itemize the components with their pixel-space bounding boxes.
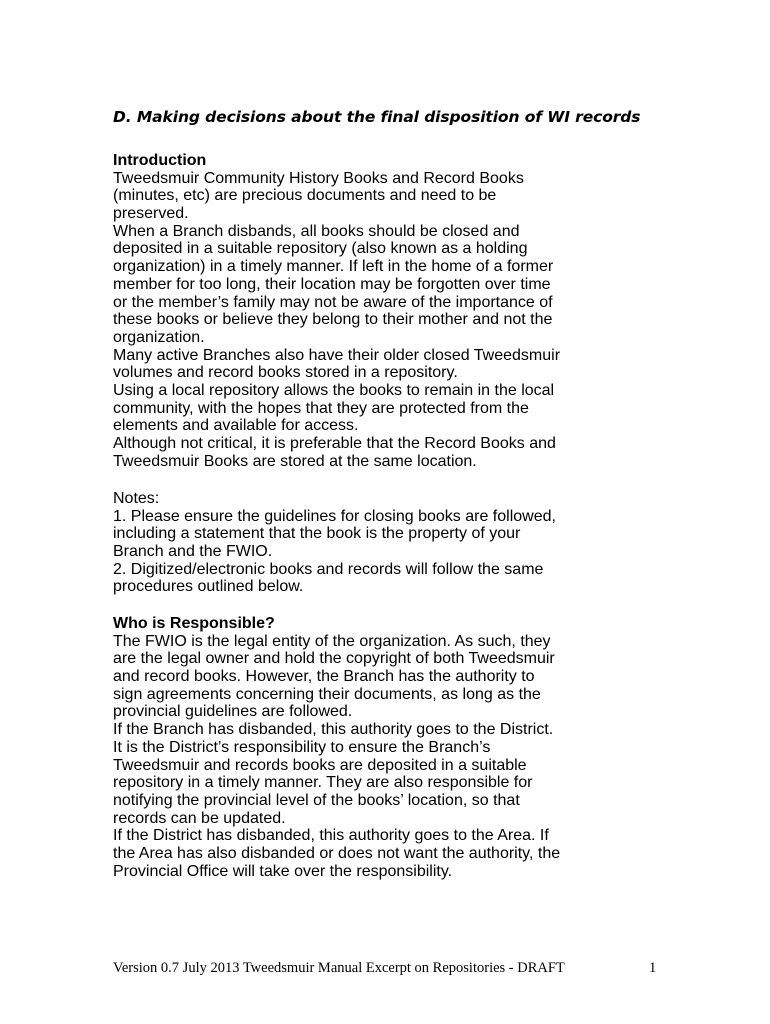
paragraph-line: If the District has disbanded, this authority goes to the Area. If	[113, 827, 549, 845]
introduction-section	[113, 152, 673, 470]
paragraph-line: The FWIO is the legal entity of the organization. As such, they	[113, 632, 551, 650]
paragraph-line: notifying the provincial level of the books’ location, so that	[113, 791, 520, 809]
paragraph-line: Tweedsmuir Community History Books and Record Books	[113, 169, 524, 187]
paragraph-line: It is the District’s responsibility to ensure the Branch’s	[113, 738, 491, 756]
responsibility-section	[113, 615, 673, 880]
paragraph-line: are the legal owner and hold the copyright of both Tweedsmuir	[113, 650, 555, 668]
paragraph-line: volumes and record books stored in a repository.	[113, 364, 458, 382]
paragraph-line: repository in a timely manner. They are also responsible for	[113, 774, 533, 792]
note-line: including a statement that the book is the property of your	[113, 525, 521, 543]
paragraph-line: Tweedsmuir Books are stored at the same location.	[113, 452, 477, 470]
introduction-title: Introduction	[113, 152, 207, 169]
paragraph-line: organization) in a timely manner. If left in the home of a former	[113, 258, 554, 276]
paragraph-line: When a Branch disbands, all books should be closed and	[113, 222, 520, 240]
paragraph-line: (minutes, etc) are precious documents and need to be	[113, 187, 497, 205]
paragraph-line: Using a local repository allows the books to remain in the local	[113, 381, 555, 399]
paragraph-line: records can be updated.	[113, 809, 286, 827]
paragraph-line: these books or believe they belong to their mother and not the	[113, 311, 553, 329]
paragraph-line: or the member’s family may not be aware of the importance of	[113, 293, 553, 311]
page-footer: Version 0.7 July 2013 Tweedsmuir Manual Excerpt on Repositories - DRAFT	[113, 960, 565, 976]
paragraph-line: provincial guidelines are followed.	[113, 703, 353, 721]
paragraph-line: Many active Branches also have their older closed Tweedsmuir	[113, 346, 561, 364]
paragraph-line: If the Branch has disbanded, this authority goes to the District.	[113, 721, 554, 739]
responsibility-title: Who is Responsible?	[113, 615, 275, 632]
note-line: 2. Digitized/electronic books and records will follow the same	[113, 560, 544, 578]
note-line: procedures outlined below.	[113, 578, 304, 596]
paragraph-line: elements and available for access.	[113, 417, 359, 435]
page-number: 1	[649, 960, 657, 976]
paragraph-line: the Area has also disbanded or does not want the authority, the	[113, 844, 561, 862]
paragraph-line: and record books. However, the Branch has the authority to	[113, 668, 535, 686]
paragraph-line: Although not critical, it is preferable that the Record Books and	[113, 435, 556, 452]
note-line: 1. Please ensure the guidelines for closing books are followed,	[113, 507, 556, 525]
paragraph-line: preserved.	[113, 205, 189, 223]
paragraph-line: Tweedsmuir and records books are deposited in a suitable	[113, 756, 527, 774]
note-line: Branch and the FWIO.	[113, 543, 273, 561]
paragraph-line: member for too long, their location may be forgotten over time	[113, 275, 551, 293]
paragraph-line: organization.	[113, 328, 205, 346]
paragraph-line: sign agreements concerning their documents, as long as the	[113, 685, 541, 703]
paragraph-line: deposited in a suitable repository (also known as a holding	[113, 240, 528, 258]
paragraph-line: community, with the hopes that they are protected from the	[113, 399, 529, 417]
notes-title: Notes:	[113, 490, 160, 507]
notes-section	[113, 490, 673, 596]
paragraph-line: Provincial Office will take over the responsibility.	[113, 862, 453, 880]
section-heading: D. Making decisions about the final disposition of WI records	[113, 108, 641, 126]
